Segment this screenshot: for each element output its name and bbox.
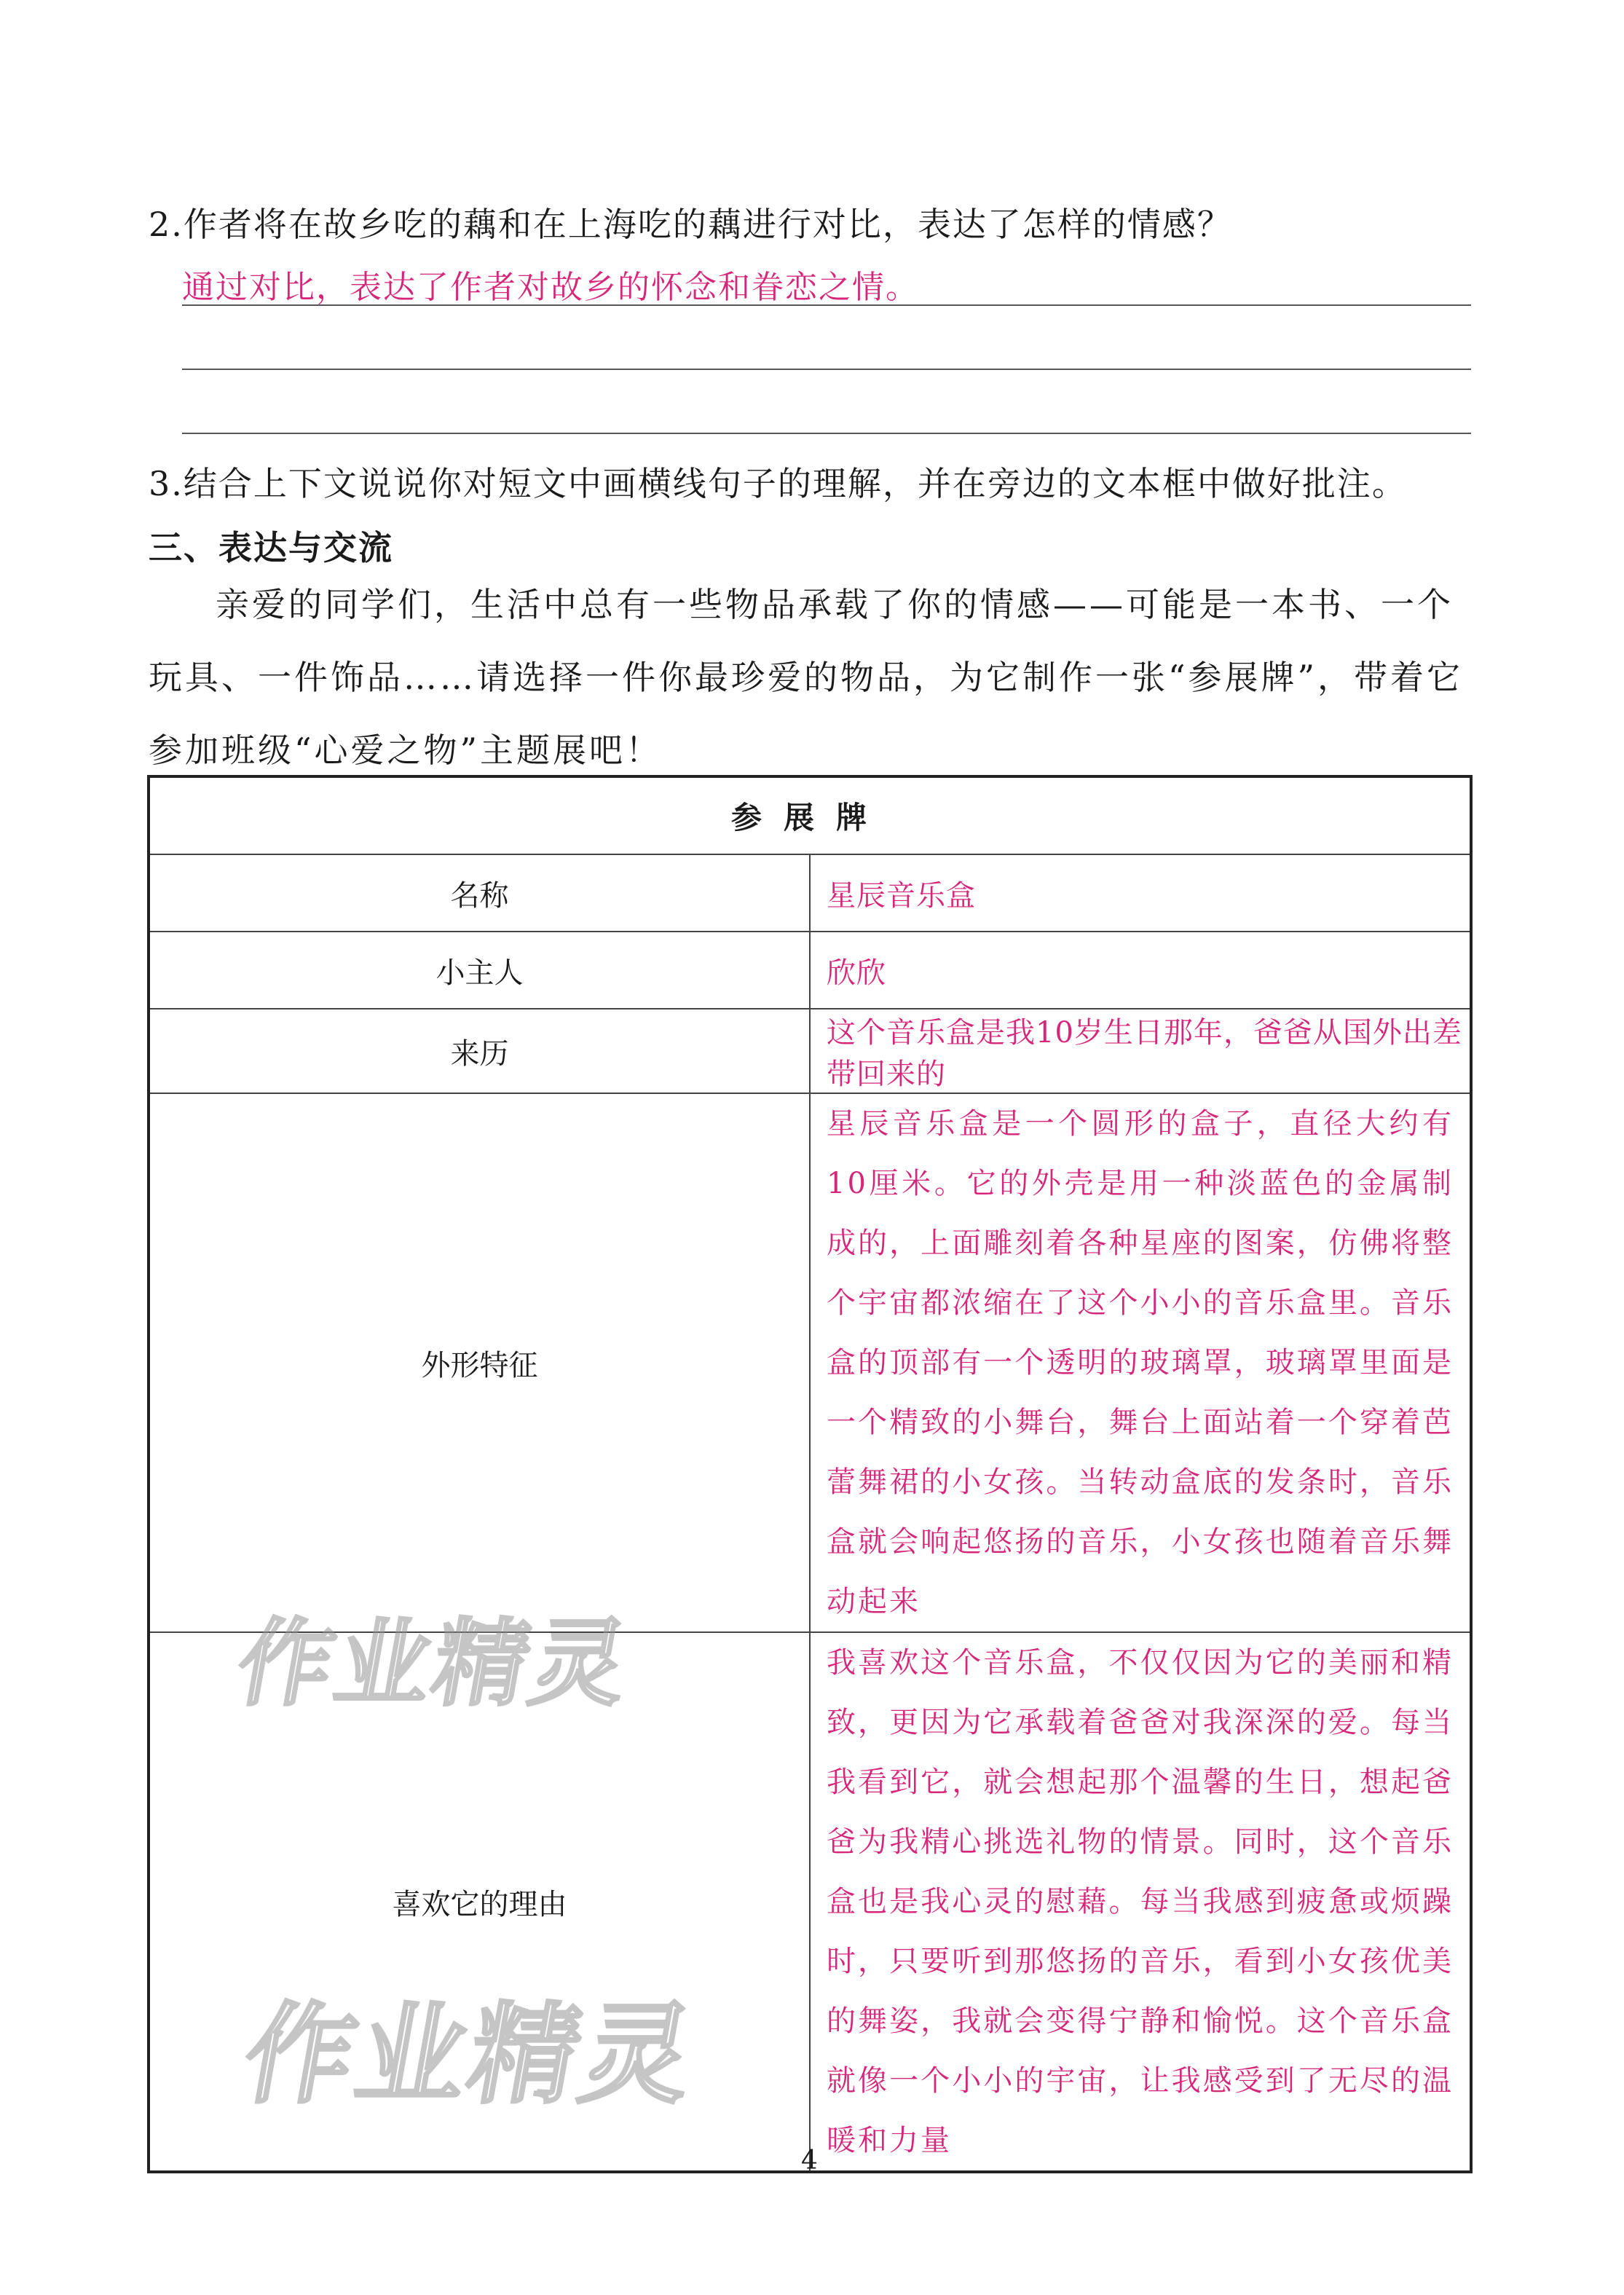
exhibition-card [147, 775, 1473, 2173]
section-heading: 三、表达与交流 [149, 528, 393, 567]
row-value-name: 星辰音乐盒 [810, 854, 1471, 932]
watermark-logo: 作业精灵 [229, 1608, 639, 1719]
row-label-origin: 来历 [149, 1009, 810, 1093]
question-2: 2.作者将在故乡吃的藕和在上海吃的藕进行对比，表达了怎样的情感？ [149, 205, 1232, 244]
answer-line-2 [182, 369, 1471, 370]
row-value-appearance: 星辰音乐盒是一个圆形的盒子，直径大约有10厘米。它的外壳是用一种淡蓝色的金属制成的，上面雕刻着各种星座的图案，仿佛将整个宇宙都浓缩在了这个小小的音乐盒里。音乐盒的顶部有一个透明的玻璃罩，玻璃罩里面是一个精致的小舞台，舞台上面站着一个穿着芭蕾舞裙的小女孩。当转动盒底的发条时，音乐盒就会响起悠扬的音乐，小女孩也随着音乐舞动起来 [810, 1093, 1471, 1632]
watermark-logo-bottom: 作业精灵 [234, 1992, 706, 2119]
question-3: 3.结合上下文说说你对短文中画横线句子的理解，并在旁边的文本框中做好批注。 [149, 464, 1407, 503]
table-row [149, 932, 1471, 1009]
table-row [149, 1093, 1471, 1632]
row-value-owner: 欣欣 [810, 932, 1471, 1009]
table-row [149, 1009, 1471, 1093]
row-label-name: 名称 [149, 854, 810, 932]
row-value-origin: 这个音乐盒是我10岁生日那年，爸爸从国外出差带回来的 [810, 1009, 1471, 1093]
row-label-owner: 小主人 [149, 932, 810, 1009]
row-value-reason: 我喜欢这个音乐盒，不仅仅因为它的美丽和精致，更因为它承载着爸爸对我深深的爱。每当我看到它，就会想起那个温馨的生日，想起爸爸为我精心挑选礼物的情景。同时，这个音乐盒也是我心灵的慰藉。每当我感到疲惫或烦躁时，只要听到那悠扬的音乐，看到小女孩优美的舞姿，我就会变得宁静和愉悦。这个音乐盒就像一个小小的宇宙，让我感受到了无尽的温暖和力量 [810, 1632, 1471, 2172]
answer-line-3 [182, 433, 1471, 434]
table-row [149, 854, 1471, 932]
page-number: 4 [801, 2146, 818, 2176]
section-paragraph: 亲爱的同学们，生活中总有一些物品承载了你的情感——可能是一本书、一个玩具、一件饰品……请选择一件你最珍爱的物品，为它制作一张“参展牌”，带着它参加班级“心爱之物”主题展吧！ [149, 585, 1464, 770]
row-label-reason: 喜欢它的理由 [149, 1632, 810, 2172]
answer-line-1 [182, 304, 1471, 306]
question-2-answer: 通过对比，表达了作者对故乡的怀念和眷恋之情。 [182, 269, 919, 306]
row-label-appearance: 外形特征 [149, 1093, 810, 1632]
card-title: 参展牌 [149, 776, 1471, 854]
